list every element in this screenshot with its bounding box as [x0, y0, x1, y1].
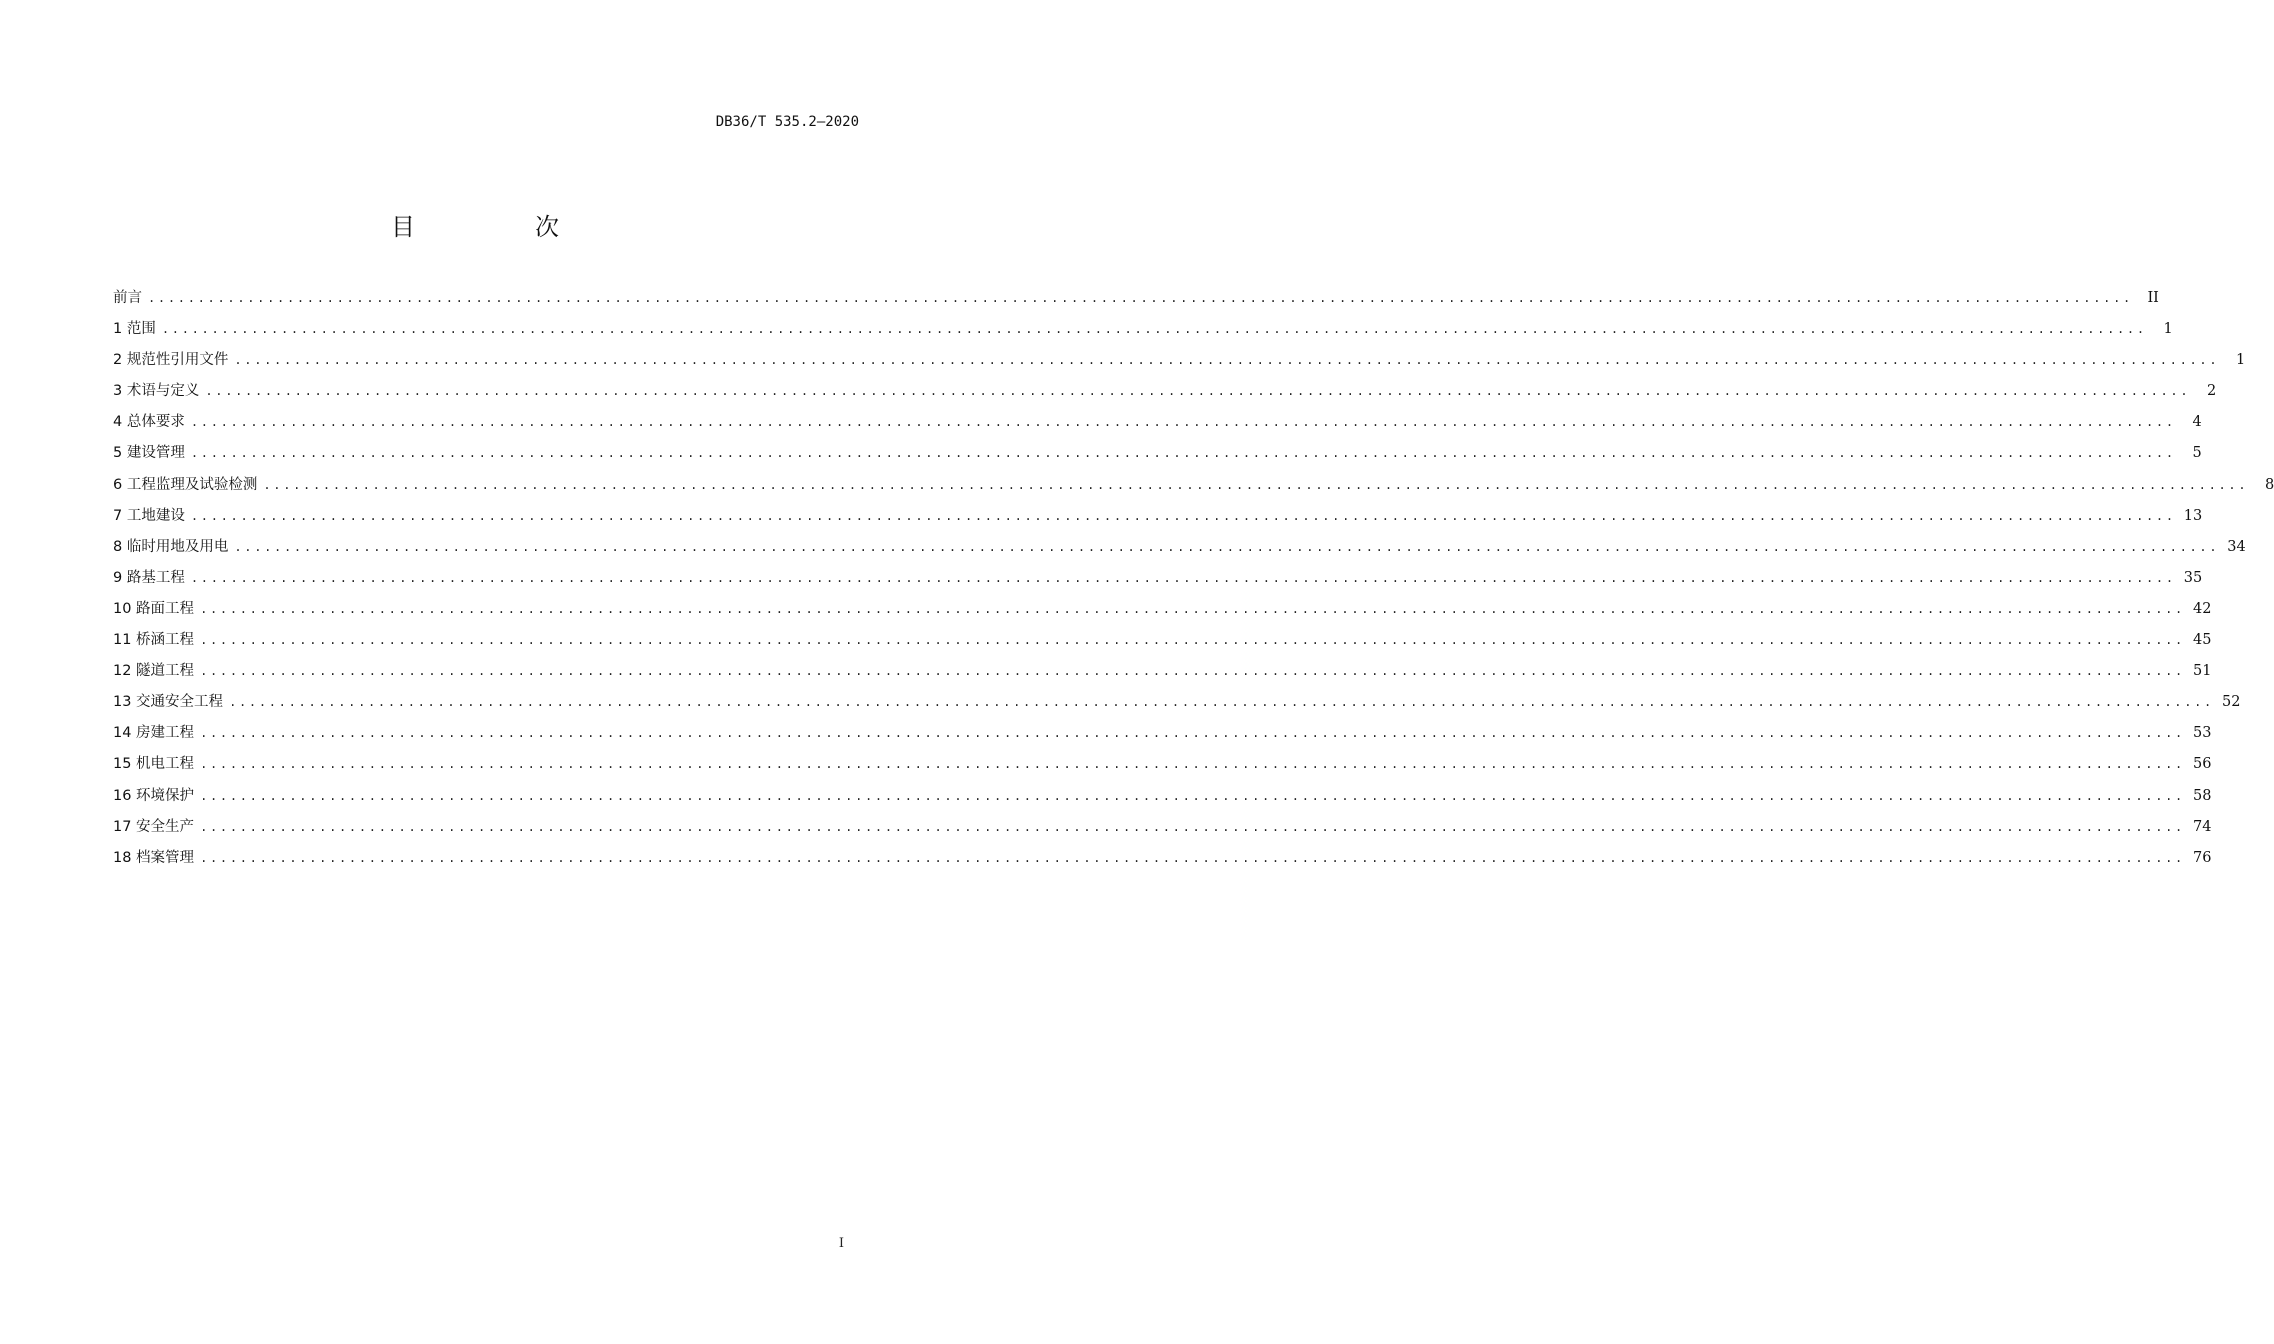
toc-dot-leader: ........................................................................................................................................................................................................: [190, 508, 2176, 523]
toc-entry-label: 17 安全生产: [113, 818, 195, 835]
toc-entry-label: 9 路基工程: [113, 569, 185, 586]
toc-entry[interactable]: [113, 815, 2212, 846]
toc-entry[interactable]: [113, 348, 2246, 379]
toc-entry-page: 1: [2163, 321, 2173, 338]
toc-dot-leader: ........................................................................................................................................................................................................: [200, 601, 2185, 616]
toc-entry-label: 6 工程监理及试验检测: [113, 476, 258, 493]
toc-entry-label: 5 建设管理: [113, 445, 185, 462]
toc-entry-page: 56: [2192, 756, 2212, 773]
toc-entry[interactable]: [113, 659, 2212, 690]
toc-entry[interactable]: [113, 379, 2217, 410]
toc-entry[interactable]: [113, 473, 2274, 504]
toc-entry-page: 34: [2227, 538, 2246, 555]
toc-dot-leader: ........................................................................................................................................................................................................: [229, 695, 2214, 710]
toc-entry[interactable]: [113, 317, 2173, 348]
toc-entry-page: 4: [2192, 414, 2202, 431]
toc-entry-label: 1 范围: [113, 321, 156, 338]
toc-entry-label: 7 工地建设: [113, 507, 185, 524]
toc-title: 目 次: [391, 213, 607, 241]
toc-entry-label: 8 临时用地及用电: [113, 538, 229, 555]
toc-entry[interactable]: [113, 535, 2246, 566]
toc-dot-leader: ........................................................................................................................................................................................................: [200, 850, 2185, 865]
toc-dot-leader: ........................................................................................................................................................................................................: [190, 570, 2176, 585]
toc-dot-leader: ........................................................................................................................................................................................................: [234, 539, 2220, 554]
toc-dot-leader: ........................................................................................................................................................................................................: [200, 819, 2185, 834]
toc-dot-leader: ........................................................................................................................................................................................................: [200, 664, 2185, 679]
toc-dot-leader: ........................................................................................................................................................................................................: [190, 446, 2176, 461]
toc-entry-label: 13 交通安全工程: [113, 694, 224, 711]
toc-entry-page: 52: [2221, 694, 2241, 711]
toc-entry-label: 12 隧道工程: [113, 663, 195, 680]
toc-dot-leader: ........................................................................................................................................................................................................: [263, 477, 2249, 492]
document-code: DB36/T 535.2—2020: [715, 114, 859, 130]
toc-entry[interactable]: [113, 846, 2212, 877]
toc-entry[interactable]: [113, 597, 2212, 628]
toc-entry[interactable]: [113, 721, 2212, 752]
toc-dot-leader: ........................................................................................................................................................................................................: [190, 415, 2176, 430]
toc-entry-label: 2 规范性引用文件: [113, 352, 229, 369]
toc-entry[interactable]: [113, 410, 2202, 441]
page-number: I: [838, 1236, 844, 1251]
toc-dot-leader: ........................................................................................................................................................................................................: [200, 788, 2185, 803]
toc-entry[interactable]: [113, 752, 2212, 783]
toc-entry-page: 45: [2192, 632, 2212, 649]
toc-entry-page: 2: [2207, 383, 2217, 400]
toc-entry-label: 4 总体要求: [113, 414, 185, 431]
toc-entry-page: 42: [2192, 600, 2212, 617]
table-of-contents: [113, 286, 2274, 877]
toc-entry-page: II: [2147, 290, 2159, 306]
toc-entry-page: 13: [2183, 507, 2203, 524]
toc-entry-label: 3 术语与定义: [113, 383, 200, 400]
toc-entry[interactable]: [113, 504, 2203, 535]
toc-entry[interactable]: [113, 566, 2203, 597]
toc-entry-page: 5: [2192, 445, 2202, 462]
toc-entry-label: 14 房建工程: [113, 725, 195, 742]
toc-dot-leader: ........................................................................................................................................................................................................: [200, 757, 2185, 772]
toc-dot-leader: ........................................................................................................................................................................................................: [148, 291, 2133, 305]
toc-entry[interactable]: [113, 628, 2212, 659]
toc-entry-label: 15 机电工程: [113, 756, 195, 773]
toc-entry-page: 51: [2192, 663, 2212, 680]
toc-entry-page: 58: [2192, 787, 2212, 804]
toc-entry[interactable]: [113, 441, 2202, 472]
toc-entry-page: 74: [2192, 818, 2212, 835]
toc-entry-page: 8: [2265, 476, 2274, 493]
toc-dot-leader: ........................................................................................................................................................................................................: [205, 384, 2191, 399]
toc-entry-label: 前言: [113, 290, 142, 306]
toc-entry-label: 16 环境保护: [113, 787, 195, 804]
toc-entry[interactable]: [113, 690, 2241, 721]
toc-entry-page: 76: [2192, 849, 2212, 866]
toc-entry-label: 11 桥涵工程: [113, 632, 195, 649]
toc-entry-label: 18 档案管理: [113, 849, 195, 866]
toc-entry-page: 1: [2236, 352, 2246, 369]
toc-dot-leader: ........................................................................................................................................................................................................: [234, 353, 2220, 368]
toc-entry[interactable]: [113, 286, 2159, 317]
toc-entry[interactable]: [113, 784, 2212, 815]
toc-entry-page: 53: [2192, 725, 2212, 742]
toc-entry-label: 10 路面工程: [113, 600, 195, 617]
toc-dot-leader: ........................................................................................................................................................................................................: [200, 726, 2185, 741]
toc-dot-leader: ........................................................................................................................................................................................................: [161, 322, 2147, 337]
toc-dot-leader: ........................................................................................................................................................................................................: [200, 633, 2185, 648]
toc-entry-page: 35: [2183, 569, 2203, 586]
